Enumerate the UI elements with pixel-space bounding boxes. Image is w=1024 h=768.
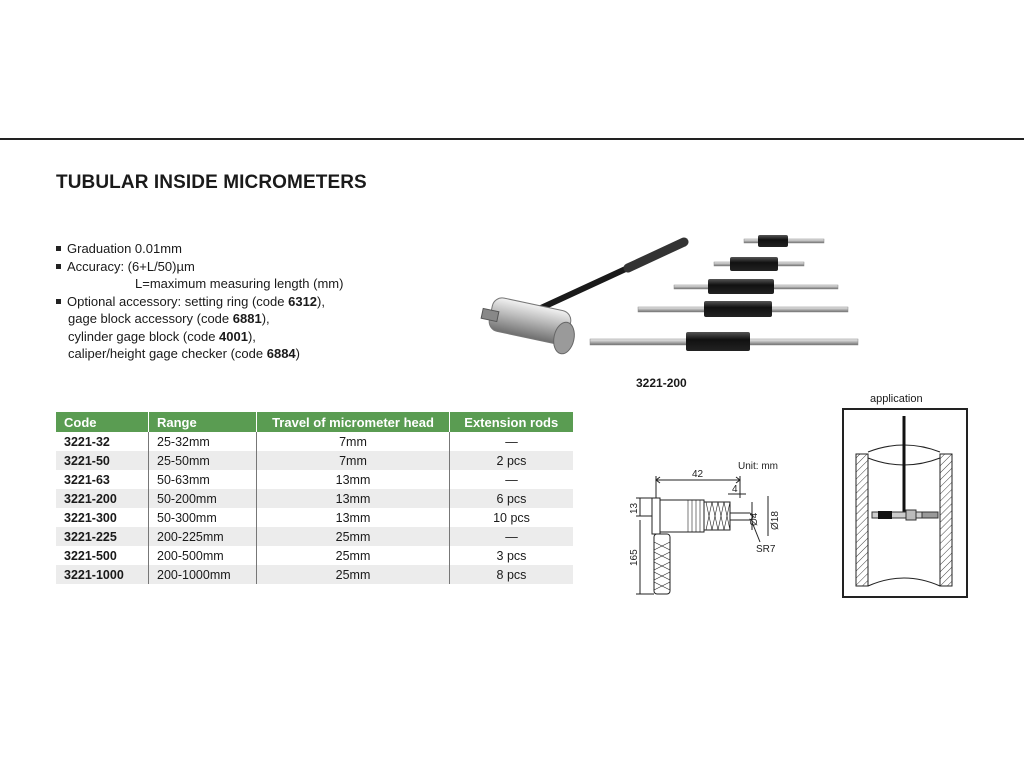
product-code-label: 3221-200 (636, 376, 687, 390)
cell-travel: 25mm (257, 565, 450, 584)
cell-extension-rods: 8 pcs (450, 565, 574, 584)
cell-code: 3221-300 (56, 508, 149, 527)
table-header-row (56, 412, 573, 432)
table-row (56, 470, 573, 489)
cell-range: 25-32mm (149, 432, 257, 451)
cell-range: 200-500mm (149, 546, 257, 565)
cell-range: 200-225mm (149, 527, 257, 546)
spec-gage-block: gage block accessory (code 6881), (68, 311, 270, 326)
cell-travel: 7mm (257, 432, 450, 451)
application-label: application (870, 393, 923, 405)
cell-travel: 13mm (257, 470, 450, 489)
cell-code: 3221-50 (56, 451, 149, 470)
code-setting-ring: 6312 (288, 293, 318, 309)
code-cylinder-gage: 4001 (219, 328, 248, 344)
code-gage-block: 6881 (232, 311, 262, 326)
column-header-code: Code (56, 412, 149, 432)
cell-range: 50-300mm (149, 508, 257, 527)
cell-code: 3221-225 (56, 527, 149, 546)
code-caliper-checker: 6884 (266, 346, 296, 361)
cell-extension-rods: — (505, 434, 518, 449)
cell-code: 3221-200 (56, 489, 149, 508)
spec-caliper-checker: caliper/height gage checker (code 6884) (68, 346, 300, 361)
cell-code: 3221-1000 (56, 565, 149, 584)
bullet-icon (56, 264, 61, 269)
table-row (56, 508, 573, 527)
cell-range: 50-200mm (149, 489, 257, 508)
cell-travel: 7mm (257, 451, 450, 470)
cell-travel: 13mm (257, 508, 450, 527)
spec-accuracy: Accuracy: (6+L/50)µm (56, 258, 343, 276)
bullet-icon (56, 299, 61, 304)
page-title: TUBULAR INSIDE MICROMETERS (56, 172, 367, 193)
bullet-icon (56, 246, 61, 251)
table-row (56, 527, 573, 546)
table-row (56, 451, 573, 470)
cell-range: 200-1000mm (149, 565, 257, 584)
table-row (56, 565, 573, 584)
column-header-travel: Travel of micrometer head (257, 412, 450, 432)
cell-extension-rods: — (505, 472, 518, 487)
cell-range: 50-63mm (149, 470, 257, 489)
cell-travel: 13mm (257, 489, 450, 508)
dimension-42: 42 (692, 469, 704, 480)
cell-extension-rods: — (450, 527, 574, 546)
cell-code: 3221-32 (56, 432, 149, 451)
extension-rod-icon (674, 279, 838, 294)
specs-table (56, 412, 574, 584)
column-header-extension-rods: Extension rods (450, 412, 574, 432)
spec-cylinder-gage: cylinder gage block (code 4001), (68, 328, 256, 344)
cell-travel: 25mm (257, 527, 450, 546)
dimension-165: 165 (629, 549, 640, 566)
top-divider (0, 138, 1024, 140)
cell-extension-rods: 2 pcs (450, 451, 574, 470)
extension-rod-icon (590, 332, 858, 351)
extension-rod-icon (638, 301, 848, 317)
product-photo (468, 226, 868, 366)
cell-code: 3221-63 (56, 470, 149, 489)
cell-extension-rods: 10 pcs (493, 510, 530, 525)
cell-range: 25-50mm (149, 451, 257, 470)
cell-code: 3221-500 (56, 546, 149, 565)
cell-extension-rods: 6 pcs (450, 489, 574, 508)
unit-label: Unit: mm (738, 461, 778, 472)
extension-rod-icon (744, 235, 824, 247)
diameter-4: Ø4 (749, 512, 760, 526)
radius-sr7: SR7 (756, 544, 776, 555)
cell-extension-rods: 3 pcs (496, 548, 527, 563)
spec-optional-accessory: Optional accessory: setting ring (code 6312), (56, 293, 343, 311)
column-header-range: Range (149, 412, 257, 432)
technical-drawing (628, 458, 798, 608)
table-row (56, 432, 573, 451)
table-row (56, 546, 573, 565)
table-row (56, 489, 573, 508)
spec-list (56, 240, 343, 363)
diameter-18: Ø18 (770, 511, 781, 530)
cell-travel: 25mm (257, 546, 450, 565)
dimension-13: 13 (629, 502, 640, 514)
micrometer-head-icon (481, 242, 684, 356)
spec-graduation: Graduation 0.01mm (56, 240, 343, 258)
application-illustration (842, 408, 968, 598)
spec-accuracy-note: L=maximum measuring length (mm) (135, 276, 344, 291)
extension-rod-icon (714, 257, 804, 271)
dimension-4: 4 (732, 484, 738, 495)
